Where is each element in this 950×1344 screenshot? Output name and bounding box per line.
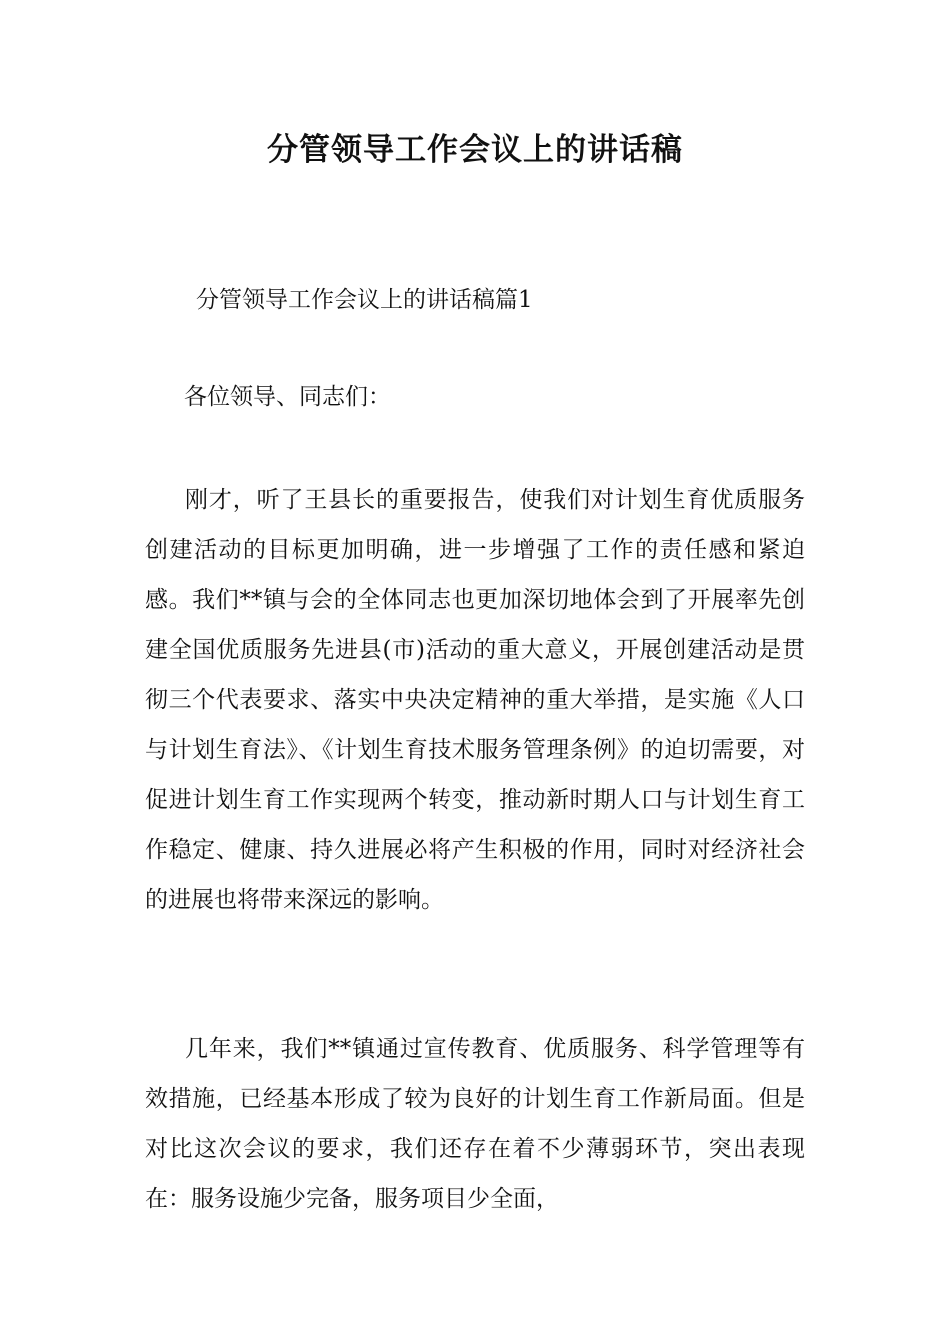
section-subtitle: 分管领导工作会议上的讲话稿篇1 xyxy=(196,287,533,313)
document-title: 分管领导工作会议上的讲话稿 xyxy=(267,132,683,168)
body-paragraph: 几年来，我们**镇通过宣传教育、优质服务、科学管理等有效措施，已经基本形成了较为良好的计划生育工作新局面。但是对比这次会议的要求，我们还存在着不少薄弱环节，突出表现在：服务设施少完备，服务项目少全面， xyxy=(145,1036,805,1212)
body-paragraph: 刚才，听了王县长的重要报告，使我们对计划生育优质服务创建活动的目标更加明确，进一步增强了工作的责任感和紧迫感。我们**镇与会的全体同志也更加深切地体会到了开展率先创建全国优质服务先进县(市)活动的重大意义，开展创建活动是贯彻三个代表要求、落实中央决定精神的重大举措，是实施《人口与计划生育法》、《计划生育技术服务管理条例》的迫切需要，对促进计划生育工作实现两个转变，推动新时期人口与计划生育工作稳定、健康、持久进展必将产生积极的作用，同时对经济社会的进展也将带来深远的影响。 xyxy=(145,487,805,913)
salutation: 各位领导、同志们： xyxy=(184,384,391,410)
